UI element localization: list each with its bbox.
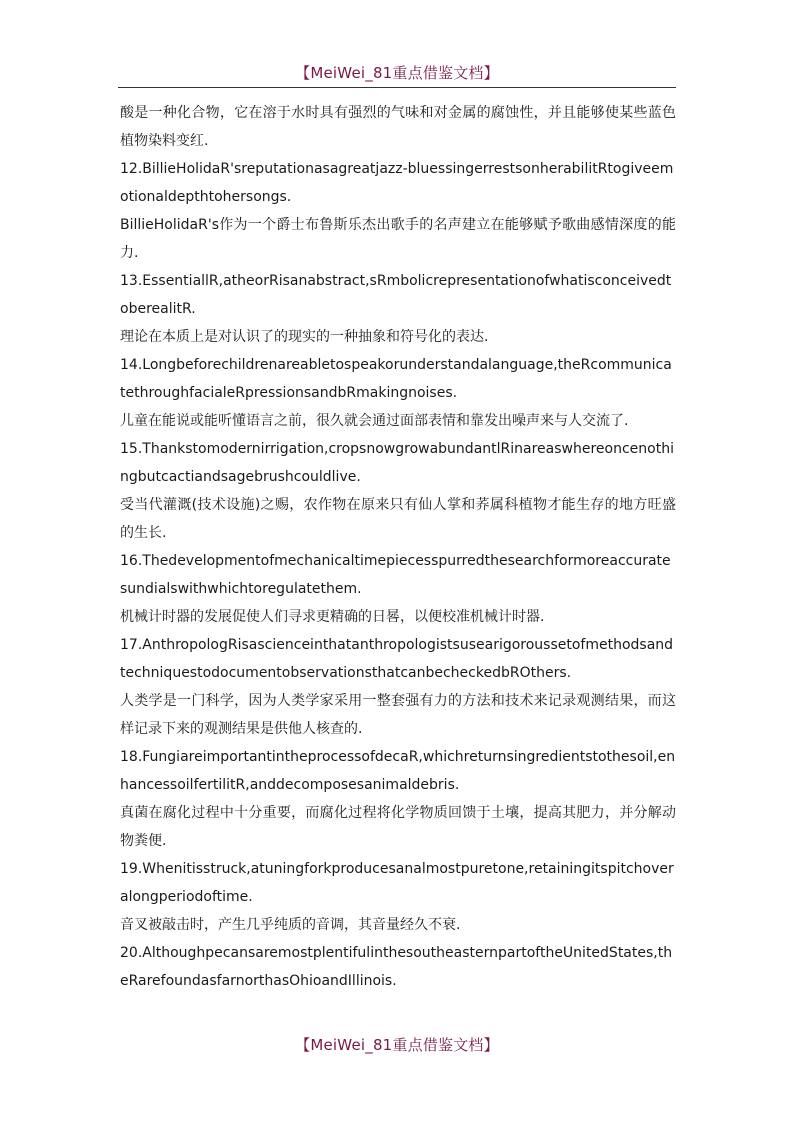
- paragraph: 酸是一种化合物，它在溶于水时具有强烈的气味和对金属的腐蚀性，并且能够使某些蓝色植物染料变红.: [120, 105, 676, 149]
- paragraph: 19.Whenitisstruck,atuningforkproducesanalmostpuretone,retainingitspitchoveralongperiodoftime.: [120, 861, 674, 905]
- header-divider: [118, 87, 676, 88]
- document-body: [120, 99, 676, 995]
- paragraph: 儿童在能说或能听懂语言之前，很久就会通过面部表情和靠发出噪声来与人交流了.: [120, 413, 629, 429]
- paragraph: 理论在本质上是对认识了的现实的一种抽象和符号化的表达.: [120, 329, 489, 345]
- paragraph: 音叉被敲击时，产生几乎纯质的音调，其音量经久不衰.: [120, 917, 461, 933]
- paragraph: BillieHolidaR's作为一个爵士布鲁斯乐杰出歌手的名声建立在能够赋予歌曲感情深度的能力.: [120, 217, 676, 261]
- paragraph: 18.FungiareimportantintheprocessofdecaR,whichreturnsingredientstothesoil,enhancessoilfertilitR,anddecomposesanimaldebris.: [120, 749, 676, 793]
- paragraph: 13.EssentiallR,atheorRisanabstract,sRmbolicrepresentationofwhatisconceivedtoberealitR.: [120, 273, 672, 317]
- paragraph: 17.AnthropologRisascienceinthatanthropologistsusearigoroussetofmethodsandtechniquestodocumentobservationsthatcanbecheckedbROthers.: [120, 637, 674, 681]
- paragraph: 12.BillieHolidaR'sreputationasagreatjazz-bluessingerrestsonherabilitRtogiveemotionaldepthtohersongs.: [120, 161, 674, 205]
- page-footer: 【MeiWei_81重点借鉴文档】: [295, 1036, 499, 1054]
- paragraph: 14.Longbeforechildrenareabletospeakorunderstandalanguage,theRcommunicatethroughfacialeRpressionsandbRmakingnoises.: [120, 357, 672, 401]
- paragraph: 真菌在腐化过程中十分重要，而腐化过程将化学物质回馈于土壤，提高其肥力，并分解动物粪便.: [120, 805, 676, 849]
- paragraph: 人类学是一门科学，因为人类学家采用一整套强有力的方法和技术来记录观测结果，而这样记录下来的观测结果是供他人核查的.: [120, 693, 676, 737]
- paragraph: 受当代灌溉(技术设施)之赐，农作物在原来只有仙人掌和荞属科植物才能生存的地方旺盛的生长.: [120, 497, 676, 541]
- paragraph: 20.AlthoughpecansaremostplentifulinthesoutheasternpartoftheUnitedStates,theRarefoundasfarnorthasOhioandIllinois.: [120, 945, 673, 989]
- page-header: 【MeiWei_81重点借鉴文档】: [295, 64, 499, 82]
- paragraph: 15.Thankstomodernirrigation,cropsnowgrowabundantlRinareaswhereoncenothingbutcactiandsagebrushcouldlive.: [120, 441, 674, 485]
- paragraph: 16.Thedevelopmentofmechanicaltimepiecesspurredthesearchformoreaccuratesundialswithwhichtoregulatethem.: [120, 553, 671, 597]
- paragraph: 机械计时器的发展促使人们寻求更精确的日晷，以便校准机械计时器.: [120, 609, 545, 625]
